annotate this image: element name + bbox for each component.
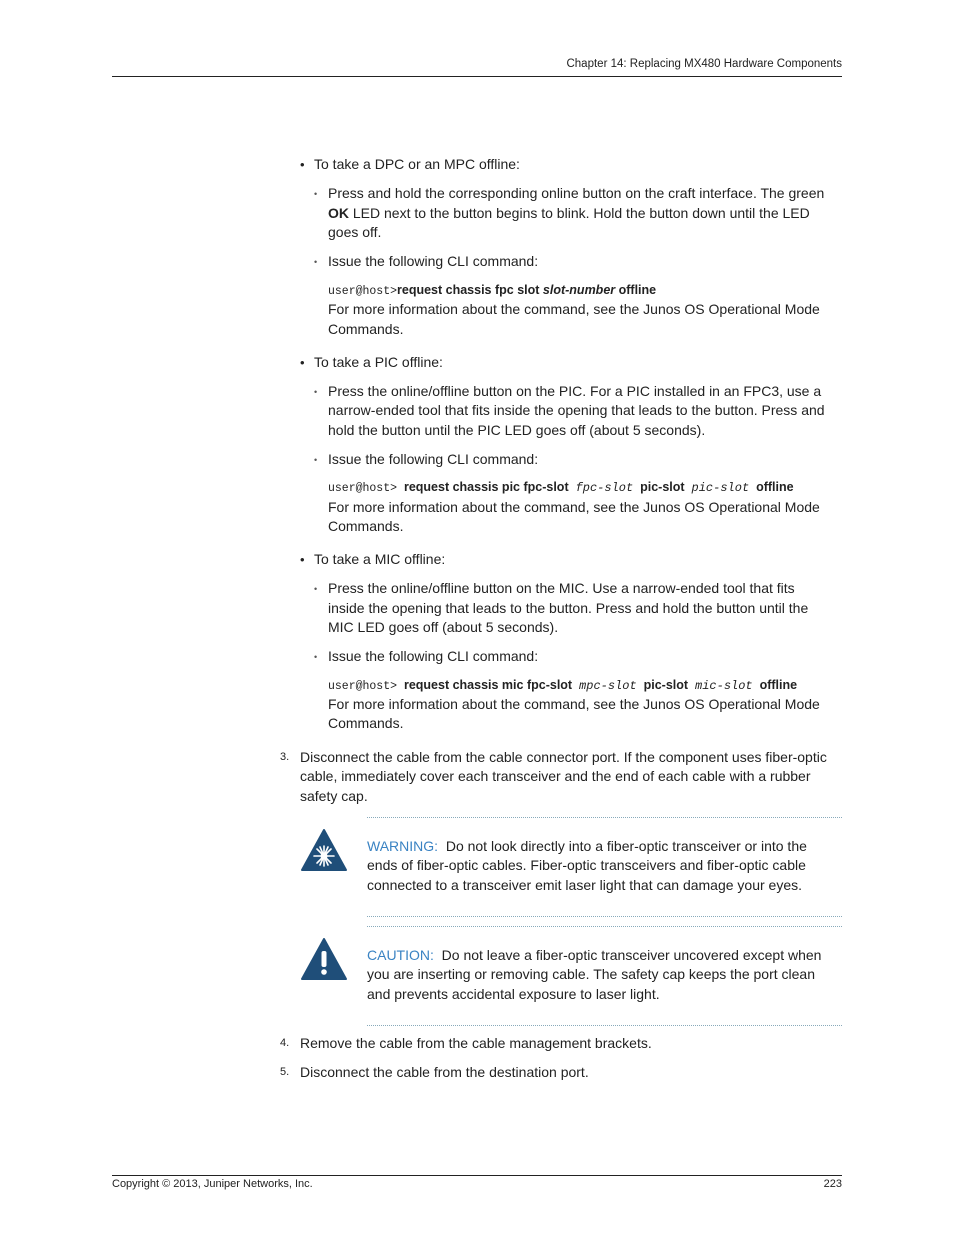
step-number: 3.	[280, 751, 290, 763]
page-number: 223	[823, 1178, 842, 1190]
bullet: •	[300, 157, 305, 172]
caution-icon	[300, 937, 348, 981]
warning-top-rule	[367, 817, 842, 818]
dpc-step2: Issue the following CLI command:	[328, 253, 539, 269]
cli-variable: mpc-slot	[579, 679, 637, 693]
cli-variable: slot-number	[542, 283, 616, 297]
warning-line1	[367, 837, 807, 857]
caution-text: Do not leave a fiber-optic transceiver uncovered except when	[441, 947, 822, 963]
cli-variable: fpc-slot	[575, 481, 634, 495]
dpc-intro: To take a DPC or an MPC offline:	[314, 156, 520, 172]
cli-command: request chassis mic fpc-slot	[403, 678, 573, 692]
footer-rule	[112, 1175, 842, 1176]
dpc-more-line2: Commands.	[328, 321, 404, 337]
dpc-step1-line3: goes off.	[328, 224, 382, 240]
warning-line2: ends of fiber-optic cables. Fiber-optic transceivers and fiber-optic cable	[367, 857, 806, 873]
dpc-step1-line1: Press and hold the corresponding online button on the craft interface. The green	[328, 185, 825, 201]
caution-line2: you are inserting or removing cable. The safety cap keeps the port clean	[367, 966, 815, 982]
sub-bullet: •	[314, 189, 318, 199]
caution-line1	[367, 946, 821, 966]
caution-top-rule	[367, 926, 842, 927]
laser-warning-icon	[300, 828, 348, 872]
warning-text: Do not look directly into a fiber-optic transceiver or into the	[445, 838, 807, 854]
mic-cli-command	[328, 677, 797, 695]
header-rule	[112, 76, 842, 77]
step-number: 5.	[280, 1066, 290, 1078]
mic-more-line2: Commands.	[328, 715, 404, 731]
pic-step1-line1: Press the online/offline button on the PIC. For a PIC installed in an FPC3, use a	[328, 383, 822, 399]
cli-prompt: user@host>	[328, 482, 398, 495]
dpc-cli-command	[328, 282, 656, 300]
pic-step1-line3: hold the button until the PIC LED goes off (about 5 seconds).	[328, 422, 706, 438]
cli-keyword: pic-slot	[640, 480, 685, 494]
sub-bullet: •	[314, 387, 318, 397]
pic-step1-line2: narrow-ended tool that fits inside the opening that leads to the button. Press and	[328, 402, 825, 418]
mic-more-line1: For more information about the command, see the Junos OS Operational Mode	[328, 696, 820, 712]
caution-label: CAUTION:	[367, 947, 434, 963]
cli-variable: mic-slot	[695, 679, 753, 693]
sub-bullet: •	[314, 584, 318, 594]
cli-keyword: offline	[756, 480, 794, 494]
pic-step2: Issue the following CLI command:	[328, 451, 539, 467]
cli-keyword: offline	[759, 678, 798, 692]
pic-cli-command	[328, 479, 794, 497]
cli-command: request chassis fpc slot	[397, 283, 543, 297]
cli-prompt: user@host>	[328, 285, 398, 298]
dpc-more-line1: For more information about the command, see the Junos OS Operational Mode	[328, 301, 820, 317]
pic-more-line1: For more information about the command, see the Junos OS Operational Mode	[328, 499, 820, 515]
warning-line3: connected to a transceiver emit laser light that can damage your eyes.	[367, 877, 803, 893]
copyright: Copyright © 2013, Juniper Networks, Inc.	[112, 1178, 313, 1190]
step-number: 4.	[280, 1037, 290, 1049]
step3-line2: cable, immediately cover each transceiver and the end of each cable with a rubber	[300, 768, 811, 784]
bullet: •	[300, 552, 305, 567]
cli-variable: pic-slot	[691, 481, 750, 495]
cli-command: request chassis pic fpc-slot	[403, 480, 569, 494]
mic-step2: Issue the following CLI command:	[328, 648, 539, 664]
mic-intro: To take a MIC offline:	[314, 551, 446, 567]
mic-step1-line1: Press the online/offline button on the MIC. Use a narrow-ended tool that fits	[328, 580, 795, 596]
warning-bottom-rule	[367, 916, 842, 917]
pic-intro: To take a PIC offline:	[314, 354, 443, 370]
pic-more-line2: Commands.	[328, 518, 404, 534]
cli-prompt: user@host>	[328, 680, 398, 693]
mic-step1-line3: MIC LED goes off (about 5 seconds).	[328, 619, 559, 635]
ok-led-label: OK	[328, 205, 349, 221]
step5-text: Disconnect the cable from the destination port.	[300, 1064, 589, 1080]
sub-bullet: •	[314, 652, 318, 662]
running-header: Chapter 14: Replacing MX480 Hardware Components	[566, 58, 842, 70]
step3-line3: safety cap.	[300, 788, 368, 804]
step4-text: Remove the cable from the cable management brackets.	[300, 1035, 652, 1051]
dpc-step1-line2	[328, 204, 810, 224]
caution-line3: and prevents accidental exposure to laser light.	[367, 986, 660, 1002]
dpc-step1-line2-rest: LED next to the button begins to blink. Hold the button down until the LED	[349, 205, 810, 221]
bullet: •	[300, 355, 305, 370]
step3-line1: Disconnect the cable from the cable connector port. If the component uses fiber-optic	[300, 749, 827, 765]
sub-bullet: •	[314, 455, 318, 465]
cli-command-end: offline	[615, 283, 657, 297]
cli-keyword: pic-slot	[643, 678, 689, 692]
mic-step1-line2: inside the opening that leads to the button. Press and hold the button until the	[328, 600, 809, 616]
sub-bullet: •	[314, 257, 318, 267]
warning-label: WARNING:	[367, 838, 439, 854]
caution-bottom-rule	[367, 1025, 842, 1026]
